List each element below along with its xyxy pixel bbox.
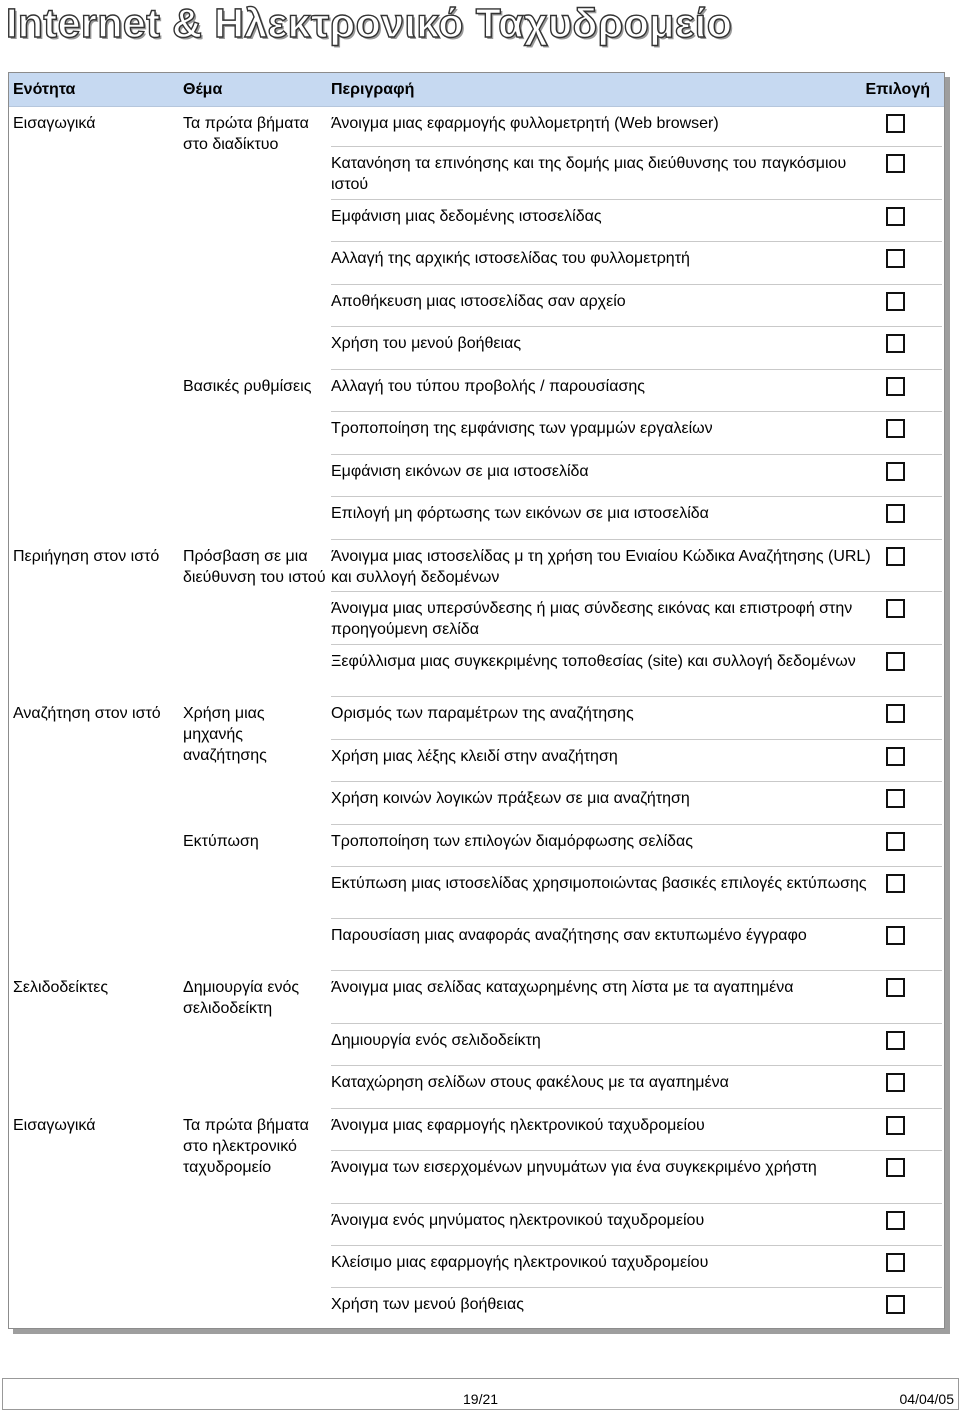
selection-checkbox[interactable] [886, 249, 905, 268]
page-footer [2, 1378, 959, 1410]
table-row [9, 645, 944, 697]
row-description: Άνοιγμα μιας εφαρμογής ηλεκτρονικού ταχυδρομείου [331, 1117, 705, 1134]
selection-checkbox[interactable] [886, 1031, 905, 1050]
row-description: Άνοιγμα μιας υπερσύνδεσης ή μιας σύνδεσης εικόνας και επιστροφή στην προηγούμενη σελίδα [331, 600, 853, 638]
selection-checkbox[interactable] [886, 377, 905, 396]
selection-checkbox[interactable] [886, 504, 905, 523]
selection-checkbox[interactable] [886, 547, 905, 566]
table-row [9, 540, 944, 592]
row-description: Επιλογή μη φόρτωσης των εικόνων σε μια ιστοσελίδα [331, 505, 709, 522]
table-row [9, 327, 944, 370]
row-description: Παρουσίαση μιας αναφοράς αναζήτησης σαν εκτυπωμένο έγγραφο [331, 927, 807, 944]
row-description: Ξεφύλλισμα μιας συγκεκριμένης τοποθεσίας (site) και συλλογή δεδομένων [331, 653, 856, 670]
table-row [9, 919, 944, 971]
table-row [9, 497, 944, 540]
row-description: Τροποποίηση των επιλογών διαμόρφωσης σελίδας [331, 833, 693, 850]
row-description: Άνοιγμα μιας εφαρμογής φυλλομετρητή (Web browser) [331, 115, 719, 132]
table-row [9, 782, 944, 825]
selection-checkbox[interactable] [886, 874, 905, 893]
row-topic: Δημιουργία ενός σελιδοδείκτη [183, 979, 300, 1017]
row-description: Άνοιγμα μιας ιστοσελίδας μ τη χρήση του Ενιαίου Κώδικα Αναζήτησης (URL) και συλλογή δεδομένων [331, 548, 871, 586]
table-row [9, 971, 944, 1024]
table-row [9, 867, 944, 919]
table-row [9, 455, 944, 497]
table-row [9, 1066, 944, 1109]
table-row [9, 242, 944, 285]
selection-checkbox[interactable] [886, 292, 905, 311]
selection-checkbox[interactable] [886, 789, 905, 808]
selection-checkbox[interactable] [886, 652, 905, 671]
page-date: 04/04/05 [899, 1391, 954, 1407]
row-description: Εμφάνιση μιας δεδομένης ιστοσελίδας [331, 208, 602, 225]
header-topic: Θέμα [183, 81, 223, 98]
row-section: Εισαγωγικά [13, 115, 96, 132]
header-description: Περιγραφή [331, 81, 415, 98]
row-topic: Τα πρώτα βήματα στο διαδίκτυο [183, 115, 309, 153]
selection-checkbox[interactable] [886, 978, 905, 997]
selection-checkbox[interactable] [886, 1116, 905, 1135]
table-row [9, 1024, 944, 1066]
selection-checkbox[interactable] [886, 832, 905, 851]
table-row [9, 147, 944, 200]
row-description: Δημιουργία ενός σελιδοδείκτη [331, 1032, 541, 1049]
row-section: Περιήγηση στον ιστό [13, 548, 160, 565]
row-description: Άνοιγμα μιας σελίδας καταχωρημένης στη λίστα με τα αγαπημένα [331, 979, 794, 996]
header-selection: Επιλογή [865, 81, 930, 98]
table-row [9, 1204, 944, 1246]
selection-checkbox[interactable] [886, 419, 905, 438]
selection-checkbox[interactable] [886, 1073, 905, 1092]
selection-checkbox[interactable] [886, 1253, 905, 1272]
row-section: Σελιδοδείκτες [13, 979, 109, 996]
row-topic: Χρήση μιας μηχανής αναζήτησης [183, 705, 267, 764]
row-description: Εμφάνιση εικόνων σε μια ιστοσελίδα [331, 463, 589, 480]
syllabus-table [8, 72, 945, 1329]
table-row [9, 1246, 944, 1288]
row-section: Εισαγωγικά [13, 1117, 96, 1134]
selection-checkbox[interactable] [886, 704, 905, 723]
row-description: Χρήση των μενού βοήθειας [331, 1296, 524, 1313]
table-row [9, 1151, 944, 1204]
header-section: Ενότητα [13, 81, 76, 98]
table-row [9, 825, 944, 867]
selection-checkbox[interactable] [886, 1295, 905, 1314]
table-header [9, 73, 944, 107]
row-description: Αλλαγή του τύπου προβολής / παρουσίασης [331, 378, 645, 395]
selection-checkbox[interactable] [886, 1211, 905, 1230]
table-row [9, 412, 944, 455]
row-topic: Βασικές ρυθμίσεις [183, 378, 312, 395]
selection-checkbox[interactable] [886, 1158, 905, 1177]
table-row [9, 1288, 944, 1328]
row-description: Εκτύπωση μιας ιστοσελίδας χρησιμοποιώντας βασικές επιλογές εκτύπωσης [331, 875, 867, 892]
table-row [9, 740, 944, 782]
row-description: Τροποποίηση της εμφάνισης των γραμμών εργαλείων [331, 420, 713, 437]
row-description: Χρήση του μενού βοήθειας [331, 335, 522, 352]
page-number: 19/21 [463, 1391, 499, 1407]
row-description: Καταχώρηση σελίδων στους φακέλους με τα αγαπημένα [331, 1074, 729, 1091]
selection-checkbox[interactable] [886, 154, 905, 173]
row-description: Χρήση μιας λέξης κλειδί στην αναζήτηση [331, 748, 618, 765]
selection-checkbox[interactable] [886, 926, 905, 945]
selection-checkbox[interactable] [886, 207, 905, 226]
table-row [9, 285, 944, 327]
table-row [9, 107, 944, 153]
selection-checkbox[interactable] [886, 599, 905, 618]
selection-checkbox[interactable] [886, 747, 905, 766]
row-description: Ορισμός των παραμέτρων της αναζήτησης [331, 705, 634, 722]
row-description: Κατανόηση τα επινόησης και της δομής μιας διεύθυνσης του παγκόσμιου ιστού [331, 155, 847, 193]
row-topic: Εκτύπωση [183, 833, 259, 850]
row-description: Άνοιγμα ενός μηνύματος ηλεκτρονικού ταχυδρομείου [331, 1212, 705, 1229]
row-description: Αποθήκευση μιας ιστοσελίδας σαν αρχείο [331, 293, 626, 310]
row-topic: Τα πρώτα βήματα στο ηλεκτρονικό ταχυδρομείο [183, 1117, 309, 1176]
table-row [9, 592, 944, 645]
selection-checkbox[interactable] [886, 462, 905, 481]
selection-checkbox[interactable] [886, 334, 905, 353]
selection-checkbox[interactable] [886, 114, 905, 133]
row-description: Άνοιγμα των εισερχομένων μηνυμάτων για ένα συγκεκριμένο χρήστη [331, 1159, 817, 1176]
row-description: Κλείσιμο μιας εφαρμογής ηλεκτρονικού ταχυδρομείου [331, 1254, 709, 1271]
document-title: Internet & Ηλεκτρονικό Ταχυδρομείο [6, 0, 733, 46]
table-row [9, 200, 944, 242]
table-row [9, 370, 944, 412]
row-section: Αναζήτηση στον ιστό [13, 705, 161, 722]
row-description: Αλλαγή της αρχικής ιστοσελίδας του φυλλομετρητή [331, 250, 690, 267]
row-topic: Πρόσβαση σε μια διεύθυνση του ιστού [183, 548, 326, 586]
row-description: Χρήση κοινών λογικών πράξεων σε μια αναζήτηση [331, 790, 690, 807]
